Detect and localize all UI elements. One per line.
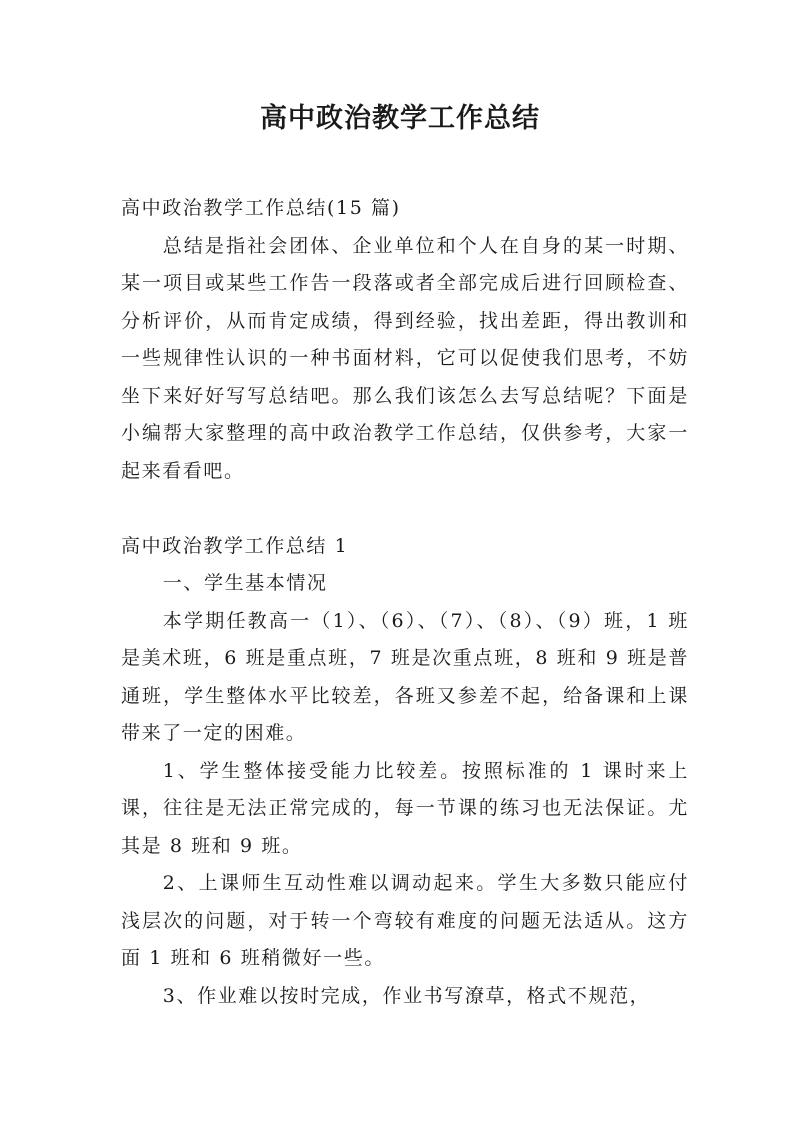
section-subheading: 一、学生基本情况 xyxy=(162,572,328,594)
paragraph: 1、学生整体接受能力比较差。按照标准的 1 课时来上课，往往是无法正常完成的，每一节课的练习也无法保证。尤其是 8 班和 9 班。 xyxy=(121,759,689,857)
document-title: 高中政治教学工作总结 xyxy=(260,103,540,134)
intro-heading: 高中政治教学工作总结(15 篇) xyxy=(121,197,401,219)
intro-paragraph: 总结是指社会团体、企业单位和个人在自身的某一时期、某一项目或某些工作告一段落或者全部完成后进行回顾检查、分析评价，从而肯定成绩，得到经验，找出差距，得出教训和一些规律性认识的一种书面材料，它可以促使我们思考，不妨坐下来好好写写总结吧。那么我们该怎么去写总结呢？下面是小编帮大家整理的高中政治教学工作总结，仅供参考，大家一起来看看吧。 xyxy=(121,234,689,482)
section-heading: 高中政治教学工作总结 1 xyxy=(121,534,349,557)
paragraph: 2、上课师生互动性难以调动起来。学生大多数只能应付浅层次的问题，对于转一个弯较有难度的问题无法适从。这方面 1 班和 6 班稍微好一些。 xyxy=(121,872,689,969)
paragraph: 3、作业难以按时完成，作业书写潦草，格式不规范， xyxy=(162,984,651,1007)
document-body xyxy=(121,190,689,1015)
section-spacer xyxy=(121,490,689,528)
paragraph: 本学期任教高一（1）、（6）、（7）、（8）、（9）班，1 班是美术班，6 班是重点班，7 班是次重点班，8 班和 9 班是普通班，学生整体水平比较差，各班又参差不起，给备课和上课带来了一定的困难。 xyxy=(121,609,689,744)
